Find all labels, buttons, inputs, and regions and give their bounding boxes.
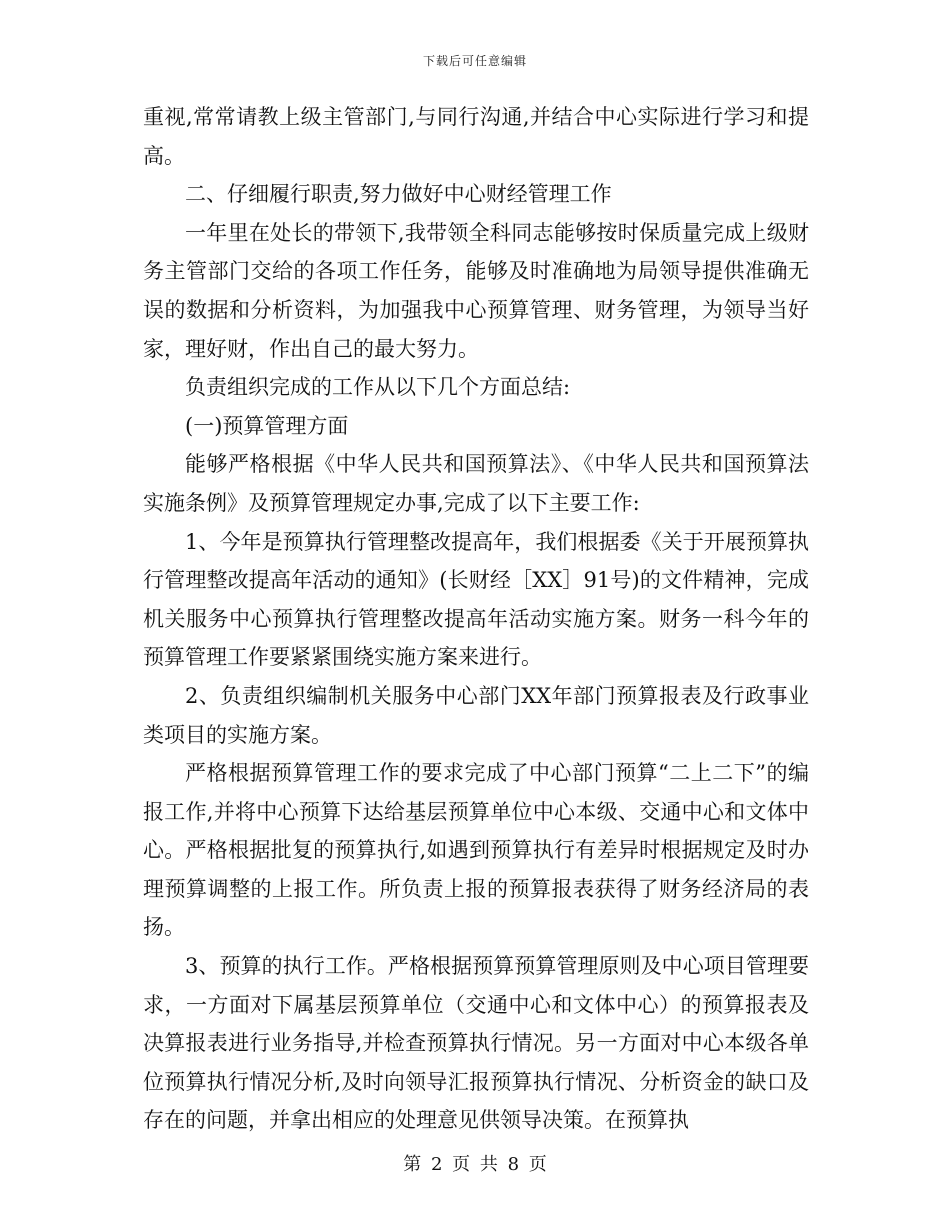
- section-heading-2: 二、仔细履行职责,努力做好中心财经管理工作: [185, 182, 612, 207]
- document-body: [143, 98, 809, 1140]
- paragraph-9: 严格根据预算管理工作的要求完成了中心部门预算“二上二下”的编报工作,并将中心预算下达给基层预算单位中心本级、交通中心和文体中心。严格根据批复的预算执行,如遇到预算执行有差异时根据规定及时办理预算调整的上报工作。所负责上报的预算报表获得了财务经济局的表扬。: [143, 761, 809, 940]
- paragraph-1: 重视,常常请教上级主管部门,与同行沟通,并结合中心实际进行学习和提高。: [143, 105, 809, 168]
- list-item-1: 1、今年是预算执行管理整改提高年，我们根据委《关于开展预算执行管理整改提高年活动的通知》(长财经［XX］91号)的文件精神，完成机关服务中心预算执行管理整改提高年活动实施方案。财务一科今年的预算管理工作要紧紧围绕实施方案来进行。: [143, 529, 809, 670]
- list-item-2: 2、负责组织编制机关服务中心部门XX年部门预算报表及行政事业类项目的实施方案。: [143, 683, 809, 747]
- paragraph-3: 一年里在处长的带领下,我带领全科同志能够按时保质量完成上级财务主管部门交给的各项工作任务，能够及时准确地为局领导提供准确无误的数据和分析资料，为加强我中心预算管理、财务管理，为领导当好家，理好财，作出自己的最大努力。: [143, 220, 809, 361]
- subsection-heading-budget: (一)预算管理方面: [185, 413, 349, 438]
- page-header-note: 下载后可任意编辑: [422, 54, 527, 68]
- list-item-3: 3、预算的执行工作。严格根据预算预算管理原则及中心项目管理要求，一方面对下属基层预算单位（交通中心和文体中心）的预算报表及决算报表进行业务指导,并检查预算执行情况。另一方面对中心本级各单位预算执行情况分析,及时向领导汇报预算执行情况、分析资金的缺口及存在的问题，并拿出相应的处理意见供领导决策。在预算执: [143, 954, 809, 1133]
- paragraph-6: 能够严格根据《中华人民共和国预算法》、《中华人民共和国预算法实施条例》及预算管理规定办事,完成了以下主要工作:: [143, 452, 809, 515]
- page-number: 第 2 页 共 8 页: [403, 1154, 547, 1175]
- paragraph-4: 负责组织完成的工作从以下几个方面总结:: [185, 375, 571, 400]
